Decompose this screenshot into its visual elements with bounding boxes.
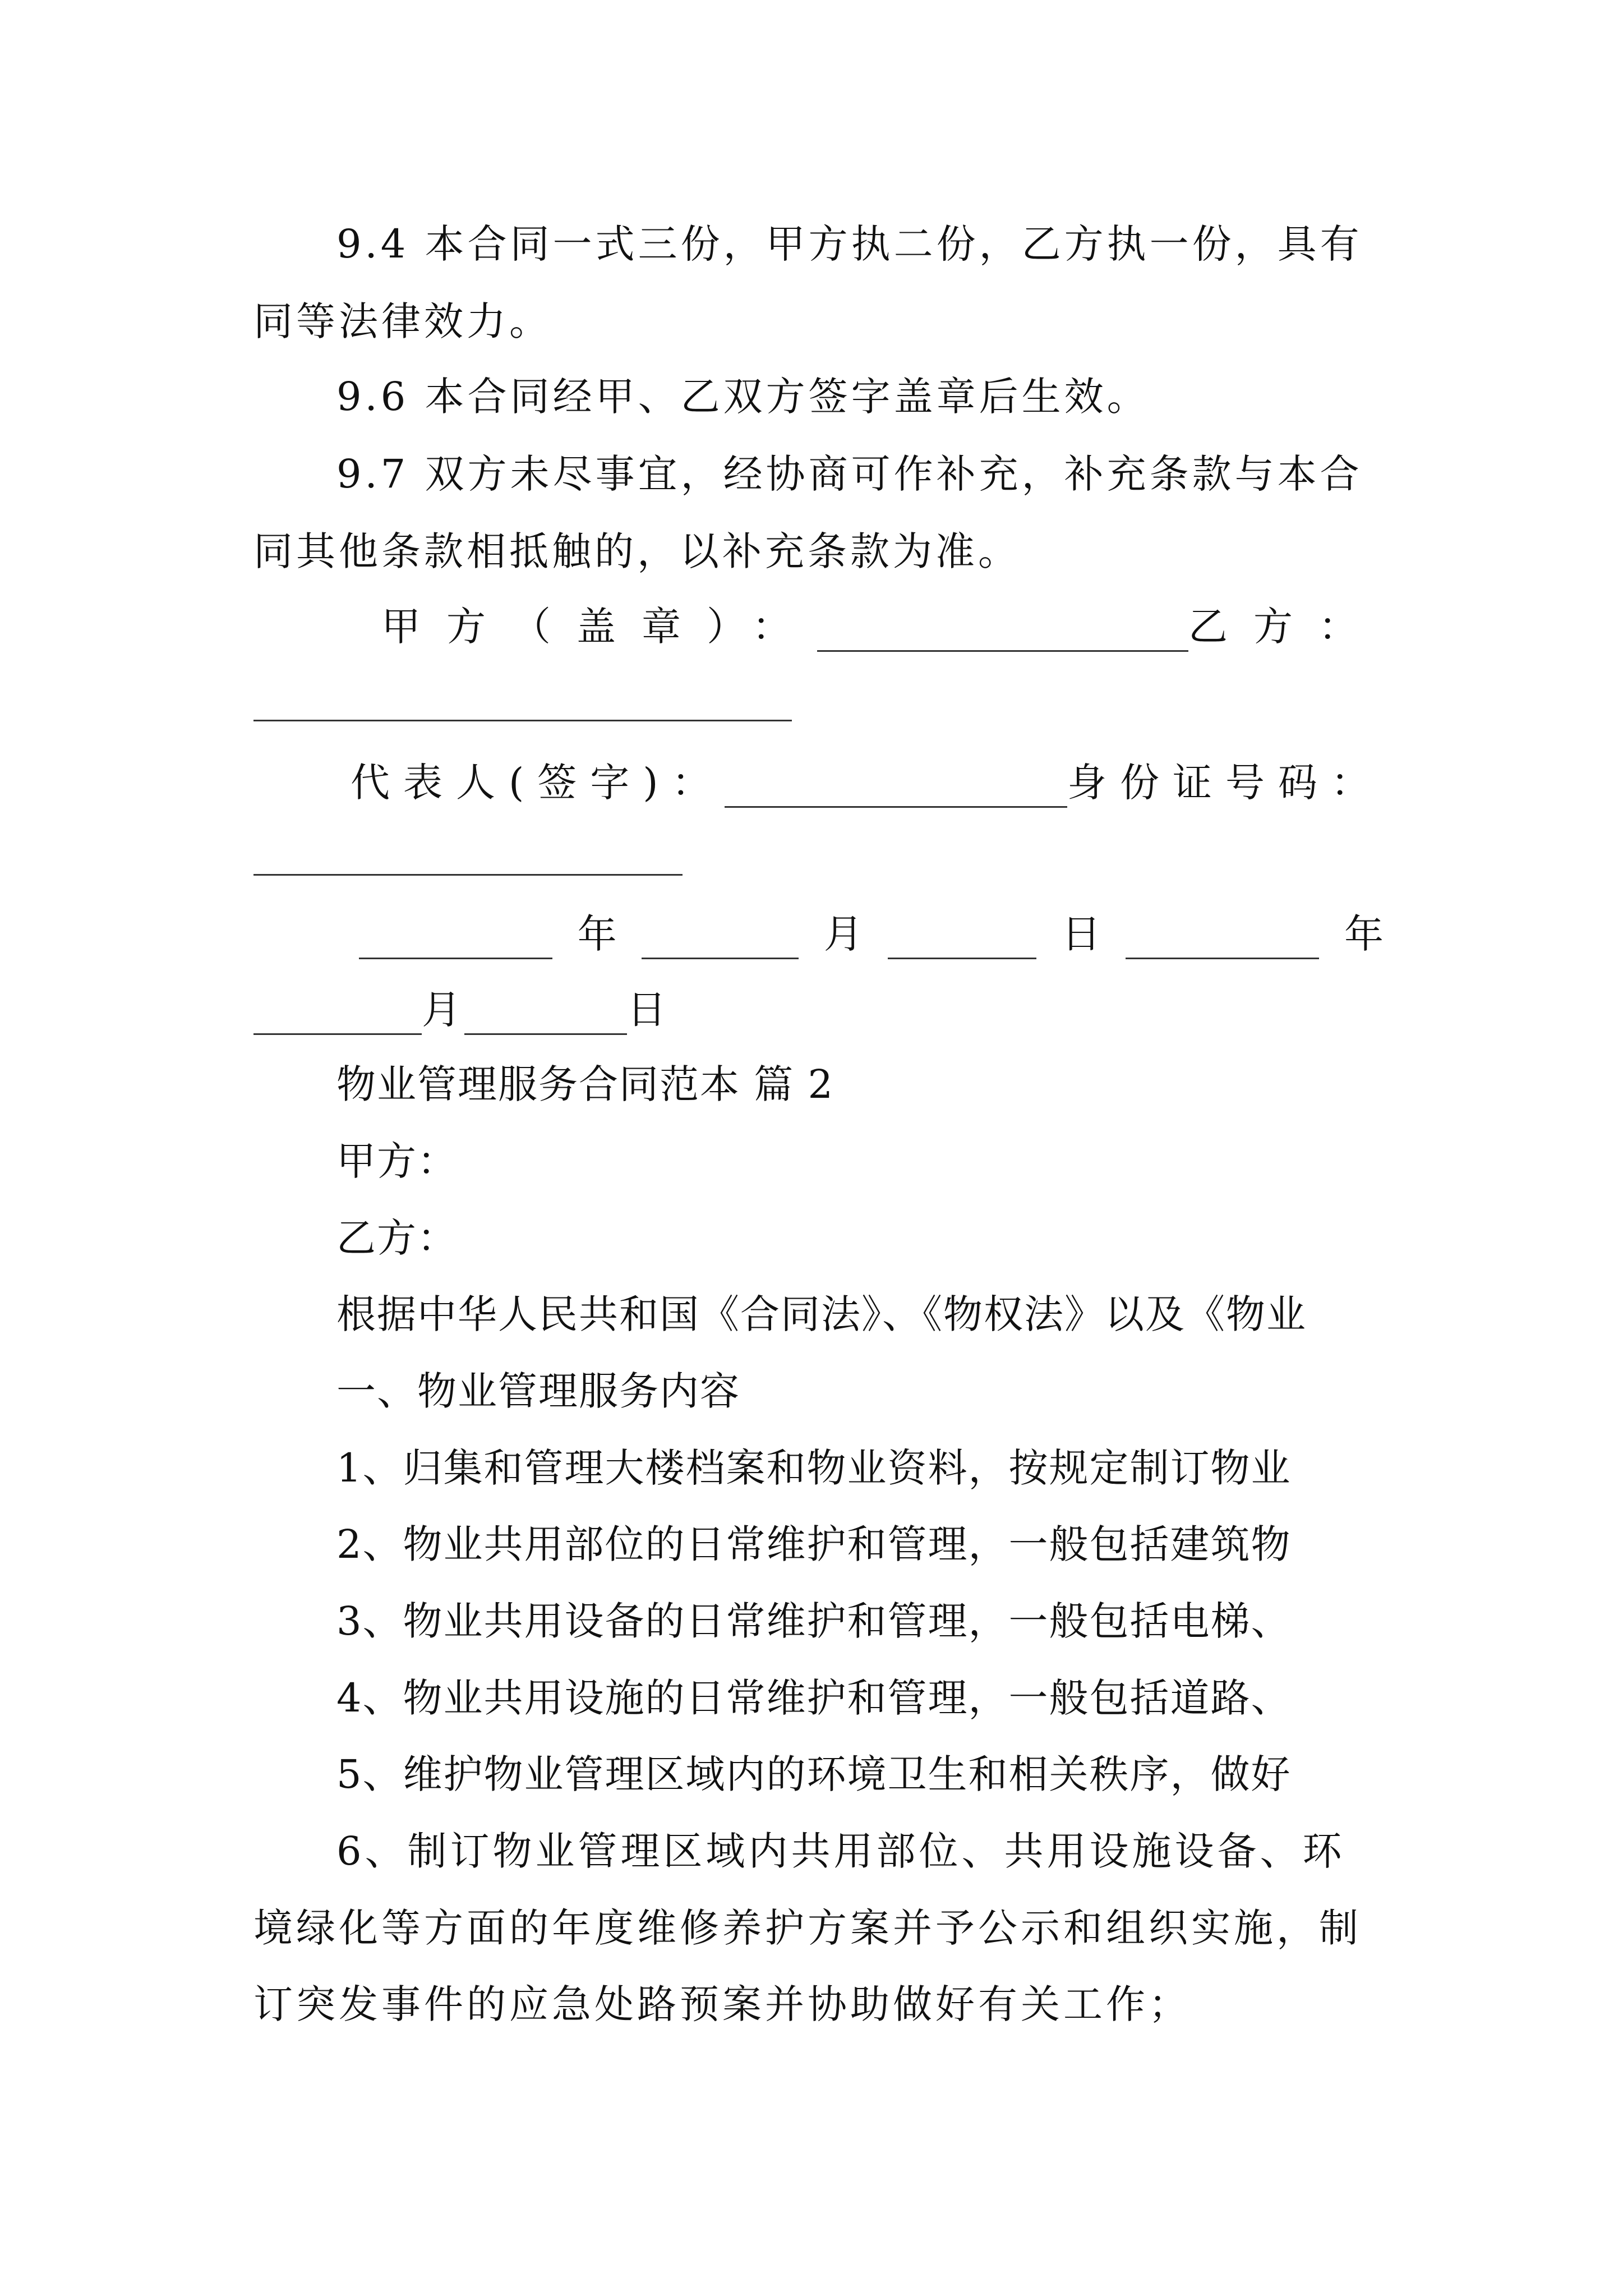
date-b-month-label: 月 [422,987,464,1033]
clause-9-7-line-1: 9.7 双方未尽事宜，经协商可作补充，补充条款与本合 [336,451,1363,497]
date-a-day-blank [888,924,1036,959]
date-line-2 [253,984,1384,1035]
clause-9-4-line-2: 同等法律效力。 [253,298,552,344]
heading-services: 一、物业管理服务内容 [336,1368,740,1414]
party-a-seal-label: 甲方（盖章）： [381,604,817,650]
party-b-label: 乙方： [1188,604,1384,650]
date-b-year-label: 年 [1344,911,1384,957]
service-item-6-line-2: 境绿化等方面的年度维修养护方案并予公示和组织实施，制 [253,1905,1362,1951]
party-b-blank [253,720,792,721]
date-b-year-blank [1126,924,1319,959]
clause-9-4-line-1: 9.4 本合同一式三份，甲方执二份，乙方执一份，具有 [336,221,1363,267]
party-b-line: 乙方： [336,1215,458,1261]
party-a-line: 甲方： [336,1138,458,1184]
service-item-1: 1、归集和管理大楼档案和物业资料，按规定制订物业 [336,1445,1292,1491]
signature-party-line [381,601,1384,652]
party-a-seal-blank [817,616,1188,652]
date-b-day-label: 日 [627,987,670,1033]
date-a-month-blank [642,924,799,959]
service-item-6-line-3: 订突发事件的应急处路预案并协助做好有关工作； [253,1981,1191,2027]
rep-signature-label: 代表人(签字)： [351,760,725,806]
id-number-blank [253,874,683,876]
date-b-month-blank [253,1000,422,1035]
section-2-title: 物业管理服务合同范本 篇 2 [336,1061,834,1107]
clause-9-7-line-2: 同其他条款相抵触的，以补充条款为准。 [253,528,1021,574]
date-a-month-label: 月 [823,911,863,957]
service-item-4: 4、物业共用设施的日常维护和管理，一般包括道路、 [336,1675,1292,1721]
date-a-day-label: 日 [1061,911,1101,957]
rep-signature-blank [725,772,1067,808]
service-item-6-line-1: 6、制订物业管理区域内共用部位、共用设施设备、环 [336,1828,1345,1874]
date-line-1 [359,909,1384,959]
signature-rep-line [351,757,1384,808]
service-item-3: 3、物业共用设备的日常维护和管理，一般包括电梯、 [336,1598,1292,1644]
date-a-year-blank [359,924,552,959]
preamble-line: 根据中华人民共和国《合同法》、《物权法》以及《物业 [336,1291,1307,1337]
date-a-year-label: 年 [577,911,617,957]
date-b-day-blank [464,1000,627,1035]
service-item-5: 5、维护物业管理区域内的环境卫生和相关秩序，做好 [336,1751,1292,1797]
service-item-2: 2、物业共用部位的日常维护和管理，一般包括建筑物 [336,1521,1292,1567]
id-number-label: 身份证号码： [1067,760,1384,806]
clause-9-6: 9.6 本合同经甲、乙双方签字盖章后生效。 [336,374,1150,420]
